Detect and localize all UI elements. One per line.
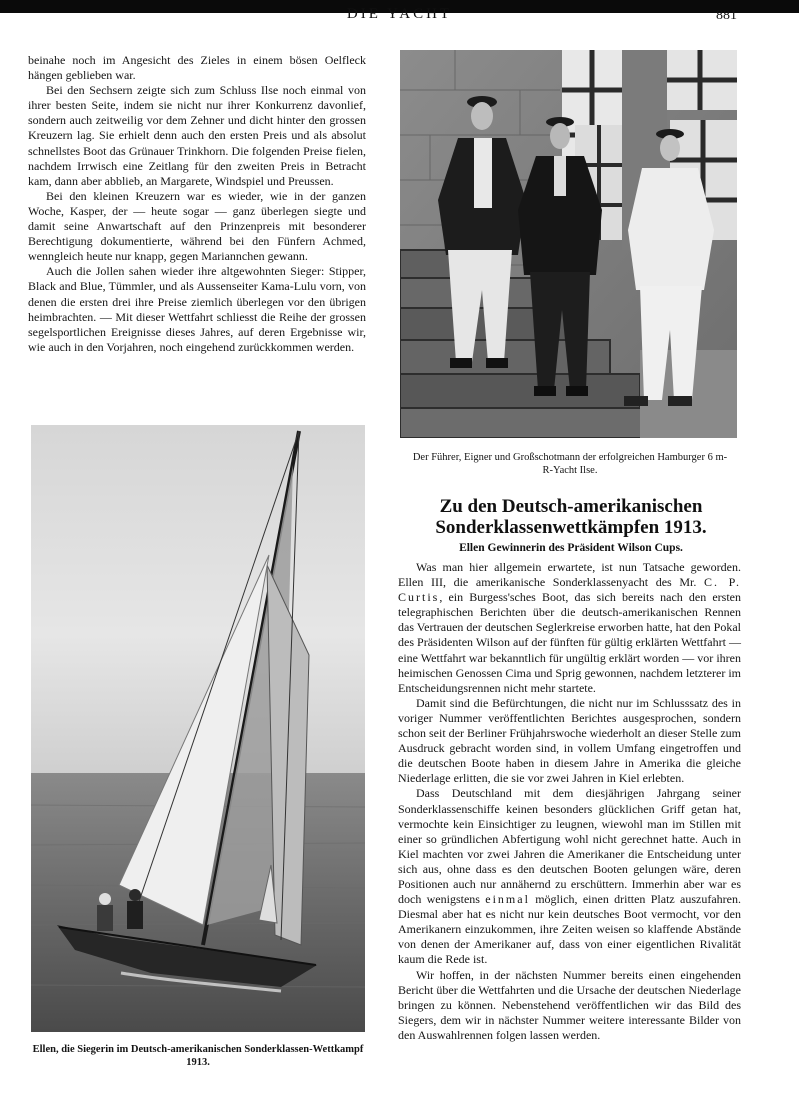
headline-line: Sonderklassenwettkämpfen 1913.	[435, 517, 707, 538]
page-number: 881	[716, 8, 737, 23]
running-title: DIE YACHT	[346, 6, 453, 22]
paragraph: Bei den kleinen Kreuzern war es wieder, wie in der ganzen Woche, Kasper, der — heute sogar — ganz überlegen siegte und damit seine Anwartschaft auf den Prinzenpreis mit besonderer Berechtigung dokumentierte, während bei den Fünfern Achmed, wenngleich heute nur knapp, gegen Mariannchen gewann.	[28, 188, 366, 264]
paragraph: Auch die Jollen sahen wieder ihre altgewohnten Sieger: Stipper, Black and Blue, Tümmler, und als Aussenseiter Kama-Lulu vorn, von denen die ersten drei ihre Preise ziemlich überlegen vor den übrigen heimbrachten. — Mit dieser Wettfahrt schliesst die Reihe der grossen segelsportlichen Ereignisse dieses Jahres, auf deren Ergebnisse wir, wie auch in den Vorjahren, noch eingehend zurückkommen werden.	[28, 264, 366, 354]
person-name: C. P. Curtis	[398, 575, 741, 605]
paragraph: Bei den Sechsern zeigte sich zum Schluss Ilse noch einmal von ihrer besten Seite, indem sie nicht nur ihrer Konkurrenz davonlief, sondern auch zeitweilig vor dem Zehner und dicht hinter den grossen Kreuzern lag. Sie erhielt denn auch den ersten Preis und als absolut schnellstes Boot das Grünauer Trinkhorn. Die folgenden Preise fielen, nachdem Irrwisch eine Zeitlang für den zweiten Preis in Betracht kam, dann aber abblieb, an Margarete, Windspiel und Preussen.	[28, 83, 366, 188]
text-run: Was man hier allgemein erwartete, ist nun Tatsache geworden. Ellen III, die amerikanische Sonderklassenyacht des Mr.	[398, 560, 741, 590]
emphasis: einmal	[485, 892, 530, 907]
yacht-photograph	[31, 425, 365, 1032]
paragraph: beinahe noch im Angesicht des Zieles in einem bösen Oelfleck hängen geblieben war.	[28, 53, 366, 83]
crew-photograph	[400, 50, 737, 438]
text-run: möglich, einen dritten Platz auszufahren. Diesmal aber hat es nicht nur kein deutsches Boot vermocht, vor den Amerikanern einzukommen, ihre Zeiten weisen so klaffende Abstände von denen der Amerikaner auf, dass von einer eigentlichen Rivalität kaum die Rede ist.	[398, 892, 741, 967]
yacht-photo-illustration	[31, 425, 365, 1032]
paragraph: Damit sind die Befürchtungen, die nicht nur im Schlusssatz des in voriger Nummer veröffentlichten Berichtes ausgesprochen, sondern schon seit der Berliner Frühjahrswoche wiederholt an dieser Stelle zum Ausdruck gebracht worden sind, in vollem Umfang eingetroffen und die deutschen Boote haben in diesem Jahre in Amerika die gleiche Niederlage erlitten, die sie vor zwei Jahren in Kiel erlebten.	[398, 695, 741, 786]
paragraph: Wir hoffen, in der nächsten Nummer bereits einen eingehenden Bericht über die Wettfahrten und die Ursache der deutschen Niederlage bringen zu können. Nebenstehend veröffentlichen wir das Bild des Siegers, dem wir in nächster Nummer weitere interessante Bilder von den Auswahlrennen folgen lassen werden.	[398, 967, 741, 1042]
yacht-photo-caption: Ellen, die Siegerin im Deutsch-amerikanischen Sonderklassen-Wettkampf 1913.	[32, 1044, 364, 1068]
text-run: Dass Deutschland mit dem diesjährigen Jahrgang seiner Sonderklassenschiffe keinen besonders glücklichen Griff getan hat, vermochte kein Einsichtiger zu leugnen, wiewohl man im Stillen mit einer so gründlichen Abfertigung wohl nicht gerechnet hatte. Auch in Kiel machten vor zwei Jahren die Amerikaner die Entscheidung unter sich aus, ohne dass es den deutschen Booten gelungen wäre, deren Positionen auch nur annähernd zu erschüttern. Immerhin aber war es doch wenigstens	[398, 786, 741, 907]
left-column-text	[28, 53, 366, 355]
paragraph	[398, 786, 741, 967]
paragraph	[398, 560, 741, 696]
crew-photo-caption: Der Führer, Eigner und Großschotmann der erfolgreichen Hamburger 6 m-R-Yacht Ilse.	[412, 452, 728, 476]
article-body	[398, 560, 741, 1043]
article-headline	[398, 496, 744, 538]
headline-line: Zu den Deutsch-amerikanischen	[439, 496, 703, 517]
text-run: , ein Burgess'sches Boot, das sich bereits nach den ersten telegraphischen Berichten über die deutsch-amerikanischen Rennen das Vertrauen der deutschen Seglerkreise erworben hatte, hat den Pokal des Präsidenten Wilson auf der fünften für gültig erklärten Wettfahrt — eine Wettfahrt war bekanntlich für ungültig erklärt worden — vor ihren heimischen Genossen Cima und Sprig gewonnen, nachdem letzterer im Entscheidungsrennen nicht mehr startete.	[398, 590, 741, 695]
crew-photo-illustration	[400, 50, 737, 438]
article-subheadline: Ellen Gewinnerin des Präsident Wilson Cups.	[459, 542, 683, 554]
